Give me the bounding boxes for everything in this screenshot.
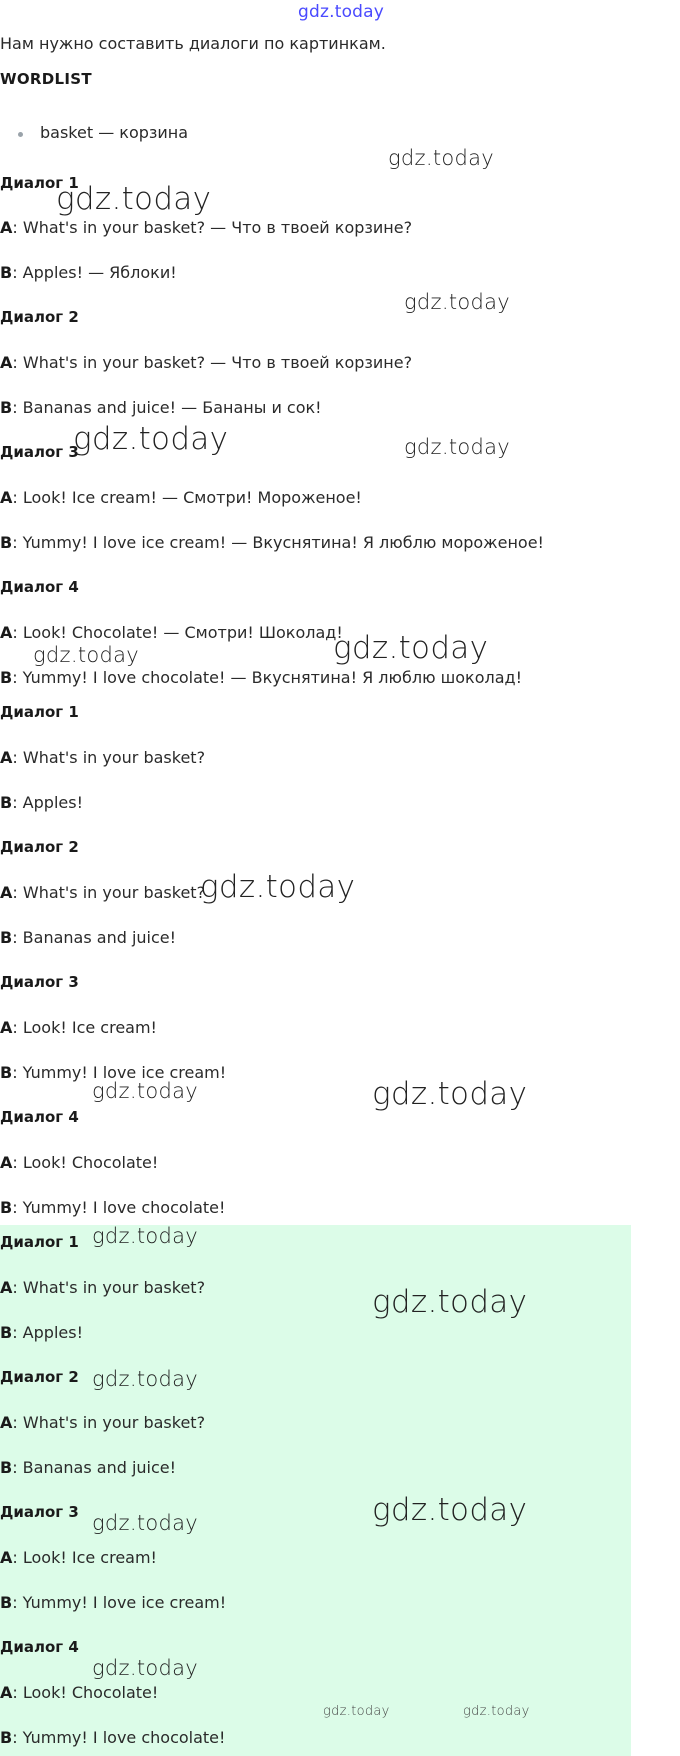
dialog-line-a	[0, 1278, 205, 1297]
dialog-title: Диалог 4	[0, 1638, 79, 1656]
dialog-line-a	[0, 1153, 158, 1172]
dialog-line-b	[0, 1198, 225, 1217]
watermark: gdz.today	[92, 1079, 199, 1103]
speaker-label: B	[0, 928, 13, 947]
watermark: gdz.today	[92, 1656, 199, 1680]
dialog-title: Диалог 4	[0, 1108, 79, 1126]
speaker-label: A	[0, 883, 13, 902]
speaker-label: B	[0, 1063, 13, 1082]
watermark: gdz.today	[388, 146, 495, 170]
dialog-title: Диалог 3	[0, 973, 79, 991]
dialog-title: Диалог 2	[0, 308, 79, 326]
line-text: : Yummy! I love chocolate! — Вкуснятина! Я люблю шоколад!	[12, 668, 523, 687]
dialog-title: Диалог 4	[0, 578, 79, 596]
line-text: : Look! Chocolate!	[12, 1683, 159, 1702]
speaker-label: B	[0, 1323, 13, 1342]
site-link[interactable]: gdz.today	[298, 2, 385, 22]
line-text: : Bananas and juice!	[12, 1458, 177, 1477]
dialog-line-a	[0, 488, 362, 507]
speaker-label: B	[0, 1458, 13, 1477]
watermark: gdz.today	[92, 1224, 199, 1248]
watermark: gdz.today	[333, 630, 489, 666]
speaker-label: B	[0, 1593, 13, 1612]
speaker-label: B	[0, 398, 13, 417]
speaker-label: A	[0, 1413, 13, 1432]
speaker-label: B	[0, 793, 13, 812]
watermark: gdz.today	[372, 1284, 528, 1320]
line-text: : What's in your basket? — Что в твоей корзине?	[12, 353, 413, 372]
speaker-label: B	[0, 533, 13, 552]
dialog-line-a	[0, 1548, 157, 1567]
line-text: : Look! Ice cream! — Смотри! Мороженое!	[12, 488, 362, 507]
watermark: gdz.today	[200, 869, 356, 905]
speaker-label: A	[0, 1548, 13, 1567]
dialog-line-b	[0, 533, 544, 552]
line-text: : Bananas and juice!	[12, 928, 177, 947]
line-text: : Apples!	[12, 1323, 83, 1342]
speaker-label: B	[0, 1728, 13, 1747]
speaker-label: A	[0, 218, 13, 237]
dialog-title: Диалог 2	[0, 1368, 79, 1386]
dialog-line-a	[0, 748, 205, 767]
bullet-icon	[18, 132, 23, 137]
line-text: : Yummy! I love chocolate!	[12, 1728, 226, 1747]
dialog-line-b	[0, 793, 83, 812]
speaker-label: B	[0, 668, 13, 687]
watermark: gdz.today	[372, 1492, 528, 1528]
intro-text: Нам нужно составить диалоги по картинкам.	[0, 34, 386, 53]
line-text: : Yummy! I love ice cream!	[12, 1593, 227, 1612]
dialog-title: Диалог 3	[0, 1503, 79, 1521]
dialog-line-b	[0, 1593, 226, 1612]
dialog-line-b	[0, 263, 177, 282]
dialog-line-b	[0, 1728, 225, 1747]
speaker-label: B	[0, 263, 13, 282]
line-text: : Look! Ice cream!	[12, 1548, 157, 1567]
dialog-line-a	[0, 1018, 157, 1037]
line-text: : Yummy! I love ice cream!	[12, 1063, 227, 1082]
speaker-label: A	[0, 1153, 13, 1172]
dialog-title: Диалог 1	[0, 703, 79, 721]
dialog-line-b	[0, 1458, 176, 1477]
dialog-line-a	[0, 623, 343, 642]
line-text: : Look! Chocolate!	[12, 1153, 159, 1172]
line-text: : Yummy! I love chocolate!	[12, 1198, 226, 1217]
dialog-line-a	[0, 1413, 205, 1432]
line-text: : What's in your basket?	[12, 748, 206, 767]
speaker-label: A	[0, 748, 13, 767]
watermark: gdz.today	[463, 1704, 530, 1719]
line-text: : What's in your basket? — Что в твоей корзине?	[12, 218, 413, 237]
line-text: : Look! Chocolate! — Смотри! Шоколад!	[12, 623, 343, 642]
watermark: gdz.today	[73, 421, 229, 457]
line-text: : What's in your basket?	[12, 883, 206, 902]
line-text: : Look! Ice cream!	[12, 1018, 157, 1037]
dialog-line-a	[0, 353, 412, 372]
dialog-line-a	[0, 883, 205, 902]
speaker-label: A	[0, 1278, 13, 1297]
dialog-title: Диалог 2	[0, 838, 79, 856]
dialog-title: Диалог 1	[0, 1233, 79, 1251]
watermark: gdz.today	[56, 181, 212, 217]
dialog-line-a	[0, 218, 412, 237]
line-text: : Apples! — Яблоки!	[12, 263, 177, 282]
dialog-line-b	[0, 928, 176, 947]
speaker-label: A	[0, 353, 13, 372]
wordlist-heading: WORDLIST	[0, 70, 92, 88]
speaker-label: B	[0, 1198, 13, 1217]
dialog-line-b	[0, 398, 322, 417]
watermark: gdz.today	[323, 1704, 390, 1719]
watermark: gdz.today	[404, 435, 511, 459]
speaker-label: A	[0, 623, 13, 642]
speaker-label: A	[0, 1683, 13, 1702]
dialog-line-a	[0, 1683, 158, 1702]
line-text: : Apples!	[12, 793, 83, 812]
dialog-line-b	[0, 1323, 83, 1342]
dialog-title: Диалог 3	[0, 443, 79, 461]
speaker-label: A	[0, 488, 13, 507]
line-text: : Bananas and juice! — Бананы и сок!	[12, 398, 322, 417]
line-text: : What's in your basket?	[12, 1413, 206, 1432]
dialog-title: Диалог 1	[0, 174, 79, 192]
dialog-line-b	[0, 668, 522, 687]
line-text: : Yummy! I love ice cream! — Вкуснятина! Я люблю мороженое!	[12, 533, 544, 552]
wordlist-item: basket — корзина	[40, 123, 189, 142]
watermark: gdz.today	[33, 643, 140, 667]
watermark: gdz.today	[92, 1511, 199, 1535]
watermark: gdz.today	[92, 1367, 199, 1391]
watermark: gdz.today	[404, 290, 511, 314]
watermark: gdz.today	[372, 1076, 528, 1112]
speaker-label: A	[0, 1018, 13, 1037]
line-text: : What's in your basket?	[12, 1278, 206, 1297]
